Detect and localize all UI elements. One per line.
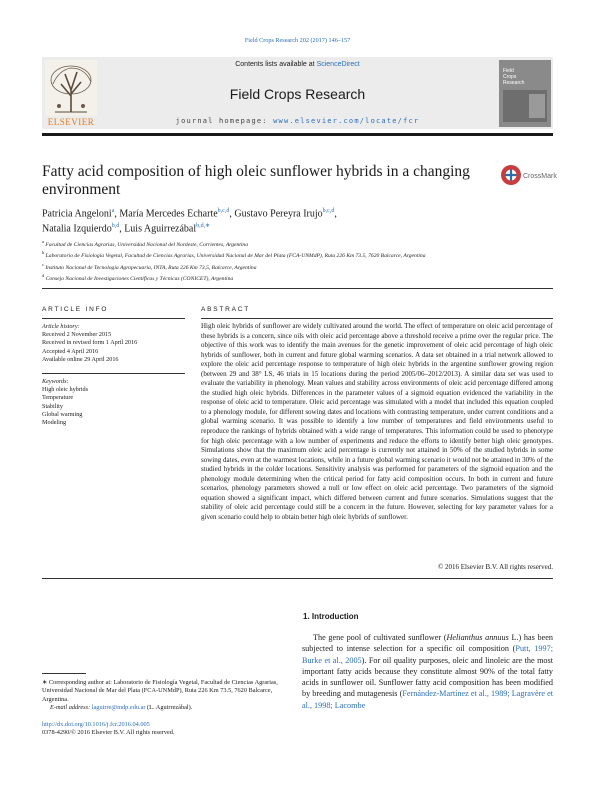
keywords bbox=[42, 378, 192, 427]
history-item: Available online 29 April 2016 bbox=[42, 355, 119, 363]
article-info-heading: ARTICLE INFO bbox=[42, 306, 109, 313]
history-item: Received 2 November 2015 bbox=[42, 331, 112, 339]
keyword: Stability bbox=[42, 402, 63, 410]
keyword: Global warming bbox=[42, 410, 83, 418]
author-name[interactable]: Luis Aguirrezábal bbox=[124, 223, 197, 235]
keyword: High oleic hybrids bbox=[42, 386, 89, 394]
journal-homepage bbox=[100, 117, 495, 125]
section-divider bbox=[42, 578, 553, 579]
affiliation: $^c$ Instituto Nacional de Tecnología Agropecuaria, INTA, Ruta 226 Km 73,5, Balcarce, Argentina bbox=[42, 261, 257, 271]
article-title: Fatty acid composition of high oleic sunflower hybrids in a changing environment bbox=[42, 163, 470, 198]
svg-text:CrossMark: CrossMark bbox=[523, 173, 557, 180]
header-divider bbox=[42, 133, 553, 136]
doi-link[interactable]: http://dx.doi.org/10.1016/j.fcr.2016.04.005 bbox=[42, 721, 150, 728]
author-name[interactable]: Patricia Angeloni bbox=[42, 208, 112, 220]
author-name[interactable]: María Mercedes Echarte bbox=[119, 208, 218, 220]
contents-availability bbox=[100, 61, 495, 68]
journal-reference-link[interactable]: Field Crops Research 202 (2017) 146–157 bbox=[244, 37, 351, 44]
doi-block bbox=[42, 721, 175, 738]
issn-line: 0378-4290/© 2016 Elsevier B.V. All rights reserved. bbox=[42, 729, 175, 737]
homepage-prefix: journal homepage: bbox=[175, 117, 274, 125]
introduction-paragraph: The gene pool of cultivated sunflower (Helianthus annuus L.) has been subjected to intense selection for a specific oil composition (Putt, 1997; Burke et al., 2005). For oil quality purposes, oleic and linoleic are the most important fatty acids because they constitute almost 90% of the total fatty acids in sunflower oil. Sunflower fatty acid composition has been modified by breeding and mutagenesis (Fernández-Martínez et al., 1989; Lagravère et al., 1998; Lacombe bbox=[302, 633, 553, 710]
article-info-divider bbox=[42, 318, 185, 319]
section-divider bbox=[42, 288, 553, 289]
citation-link[interactable]: Fernández-Martínez et al., 1989; Lagravère et al., 1998; Lacombe bbox=[302, 689, 553, 710]
history-label: Article history: bbox=[42, 323, 80, 330]
publisher-tree-logo bbox=[45, 60, 97, 120]
journal-title: Field Crops Research bbox=[229, 86, 366, 102]
author-affiliation-marker[interactable]: b,d,∗ bbox=[196, 223, 211, 230]
footnote-star: ∗ bbox=[42, 679, 48, 686]
publisher-wordmark: ELSEVIER bbox=[47, 117, 95, 127]
author-affiliation-marker[interactable]: b,c,d bbox=[322, 208, 335, 214]
footnote-divider bbox=[42, 673, 86, 674]
journal-reference[interactable] bbox=[0, 37, 595, 44]
keyword: Modeling bbox=[42, 419, 67, 427]
corresponding-author-footnote: ∗ Corresponding author at: Laboratorio de Fisiología Vegetal, Facultad de Ciencias Agrarias, Universidad Nacional de Mar del Plata (FCA-UNMdP), Ruta 226 Km 73.5, 7620 Balcarce, Argentina. E-mail address: laguirre@mdp.edu.ar (L. Aguirrezábal). bbox=[42, 679, 278, 711]
history-item: Received in revised form 1 April 2016 bbox=[42, 339, 138, 347]
homepage-link[interactable]: www.elsevier.com/locate/fcr bbox=[273, 117, 420, 125]
journal-cover-thumbnail bbox=[499, 60, 551, 127]
abstract-heading: ABSTRACT bbox=[201, 306, 251, 313]
keyword: Temperature bbox=[42, 394, 74, 402]
sciencedirect-link[interactable]: ScienceDirect bbox=[316, 61, 360, 68]
author-affiliation-marker[interactable]: b,c,d bbox=[217, 208, 230, 214]
author-list: Patricia Angeloni$^a$, María Mercedes Echarte$^{b,c,d}$, Gustavo Pereyra Irujo$^{b,c,d}$, Natalia Izquierdo$^{b,d}$, Luis Aguirrezábal$^{b,d,∗}$ bbox=[42, 208, 337, 235]
citation-link[interactable]: Putt, 1997; Burke et al., 2005 bbox=[302, 644, 553, 665]
email-label: E-mail address: bbox=[50, 703, 92, 711]
contents-prefix: Contents lists available at bbox=[235, 61, 317, 68]
keywords-label: Keywords: bbox=[42, 378, 69, 385]
species-name: Helianthus annuus bbox=[446, 633, 509, 642]
email-link[interactable]: laguirre@mdp.edu.ar bbox=[91, 703, 146, 711]
abstract-text: High oleic hybrids of sunflower are widely cultivated around the world. The effect of temperature on oleic acid percentage of these hybrids is a concern, since oils with oleic acid percentage above a threshold receive a prime over the regular price. The objective of this work was to identify the main avenues for the genetic improvement of oleic acid percentage of high oleic hybrids of sunflower, both in current and future global warming scenarios. A data set obtained in a trial network allowed to explore the oleic acid percentage response to temperature of high oleic hybrids in the argentine sunflower growing region (between 29 and 38° LS, 46 trials in 15 locations during the period 2005/06–2012/2013). A similar data set was used to evaluate the variability in phenology. Mean values and stability across environments of oleic acid percentage differed among the studied high oleic hybrids. Differences in the parameter values of a sigmoid equation evidenced the variability in the response of oleic acid to temperature. Oleic acid percentage was simulated with a model that included this equation coupled to a phenology module, for different sowing dates and locations with contrasting temperature, under current conditions and a global warming scenario. It was possible to identify a low number of temperatures and field environments useful to reproduce the rankings of hybrids obtained with a wide range of temperatures. This information could be used to phenotype for high oleic percentage with a low number of experiments and reduce the efforts to identify better high oleic genotypes. Simulations show that the maximum oleic acid percentage is currently not attained in 50% of the studied hybrids in some sowing dates, even at the warmest locations, while in a future global warming scenario it would not be attained in 30% of the studied hybrids in the colder locations. Sensitivity analysis was performed for parameters of the sigmoid equation and the phenology module determining when the critical period for fatty acid composition occurs. In both in current and future scenarios, phenology parameters showed a null or low effect on oleic acid percentage. Two parameters of the sigmoid equation showed a significant impact, which differed between current and future scenarios. Simulations suggest that the stability of oleic acid percentage could still be a concern in the future. However, selecting for key parameter values for a given scenario could help to obtain better high oleic hybrids of sunflower. bbox=[201, 322, 553, 521]
affiliation: $^d$ Consejo Nacional de Investigaciones Científicas y Técnicas (CONICET), Argentina bbox=[42, 272, 234, 282]
author-affiliation-marker[interactable]: b,d bbox=[111, 223, 120, 230]
article-history bbox=[42, 323, 192, 364]
cover-image bbox=[503, 90, 547, 122]
history-item: Accepted 4 April 2016 bbox=[42, 347, 99, 355]
crossmark-icon[interactable] bbox=[500, 164, 557, 186]
keywords-divider bbox=[42, 373, 185, 374]
abstract-copyright: © 2016 Elsevier B.V. All rights reserved. bbox=[437, 563, 553, 571]
author-name[interactable]: Gustavo Pereyra Irujo bbox=[234, 208, 323, 220]
affiliations bbox=[42, 238, 542, 283]
affiliation: $^b$ Laboratorio de Fisiología Vegetal, Facultad de Ciencias Agrarias, Universidad Nacional de Mar del Plata (FCA-UNMdP), Ruta 226 Km 73.5, 7620 Balcarce, Argentina bbox=[42, 250, 426, 260]
affiliation: $^a$ Facultad de Ciencias Agrarias, Universidad Nacional del Nordeste, Corrientes, Argentina bbox=[42, 239, 249, 248]
abstract-divider bbox=[201, 318, 553, 319]
author-name[interactable]: Natalia Izquierdo bbox=[42, 223, 112, 235]
author-affiliation-marker[interactable]: a bbox=[111, 208, 115, 214]
introduction-heading: 1. Introduction bbox=[303, 612, 359, 621]
cover-title: Field Crops Research bbox=[503, 68, 525, 86]
